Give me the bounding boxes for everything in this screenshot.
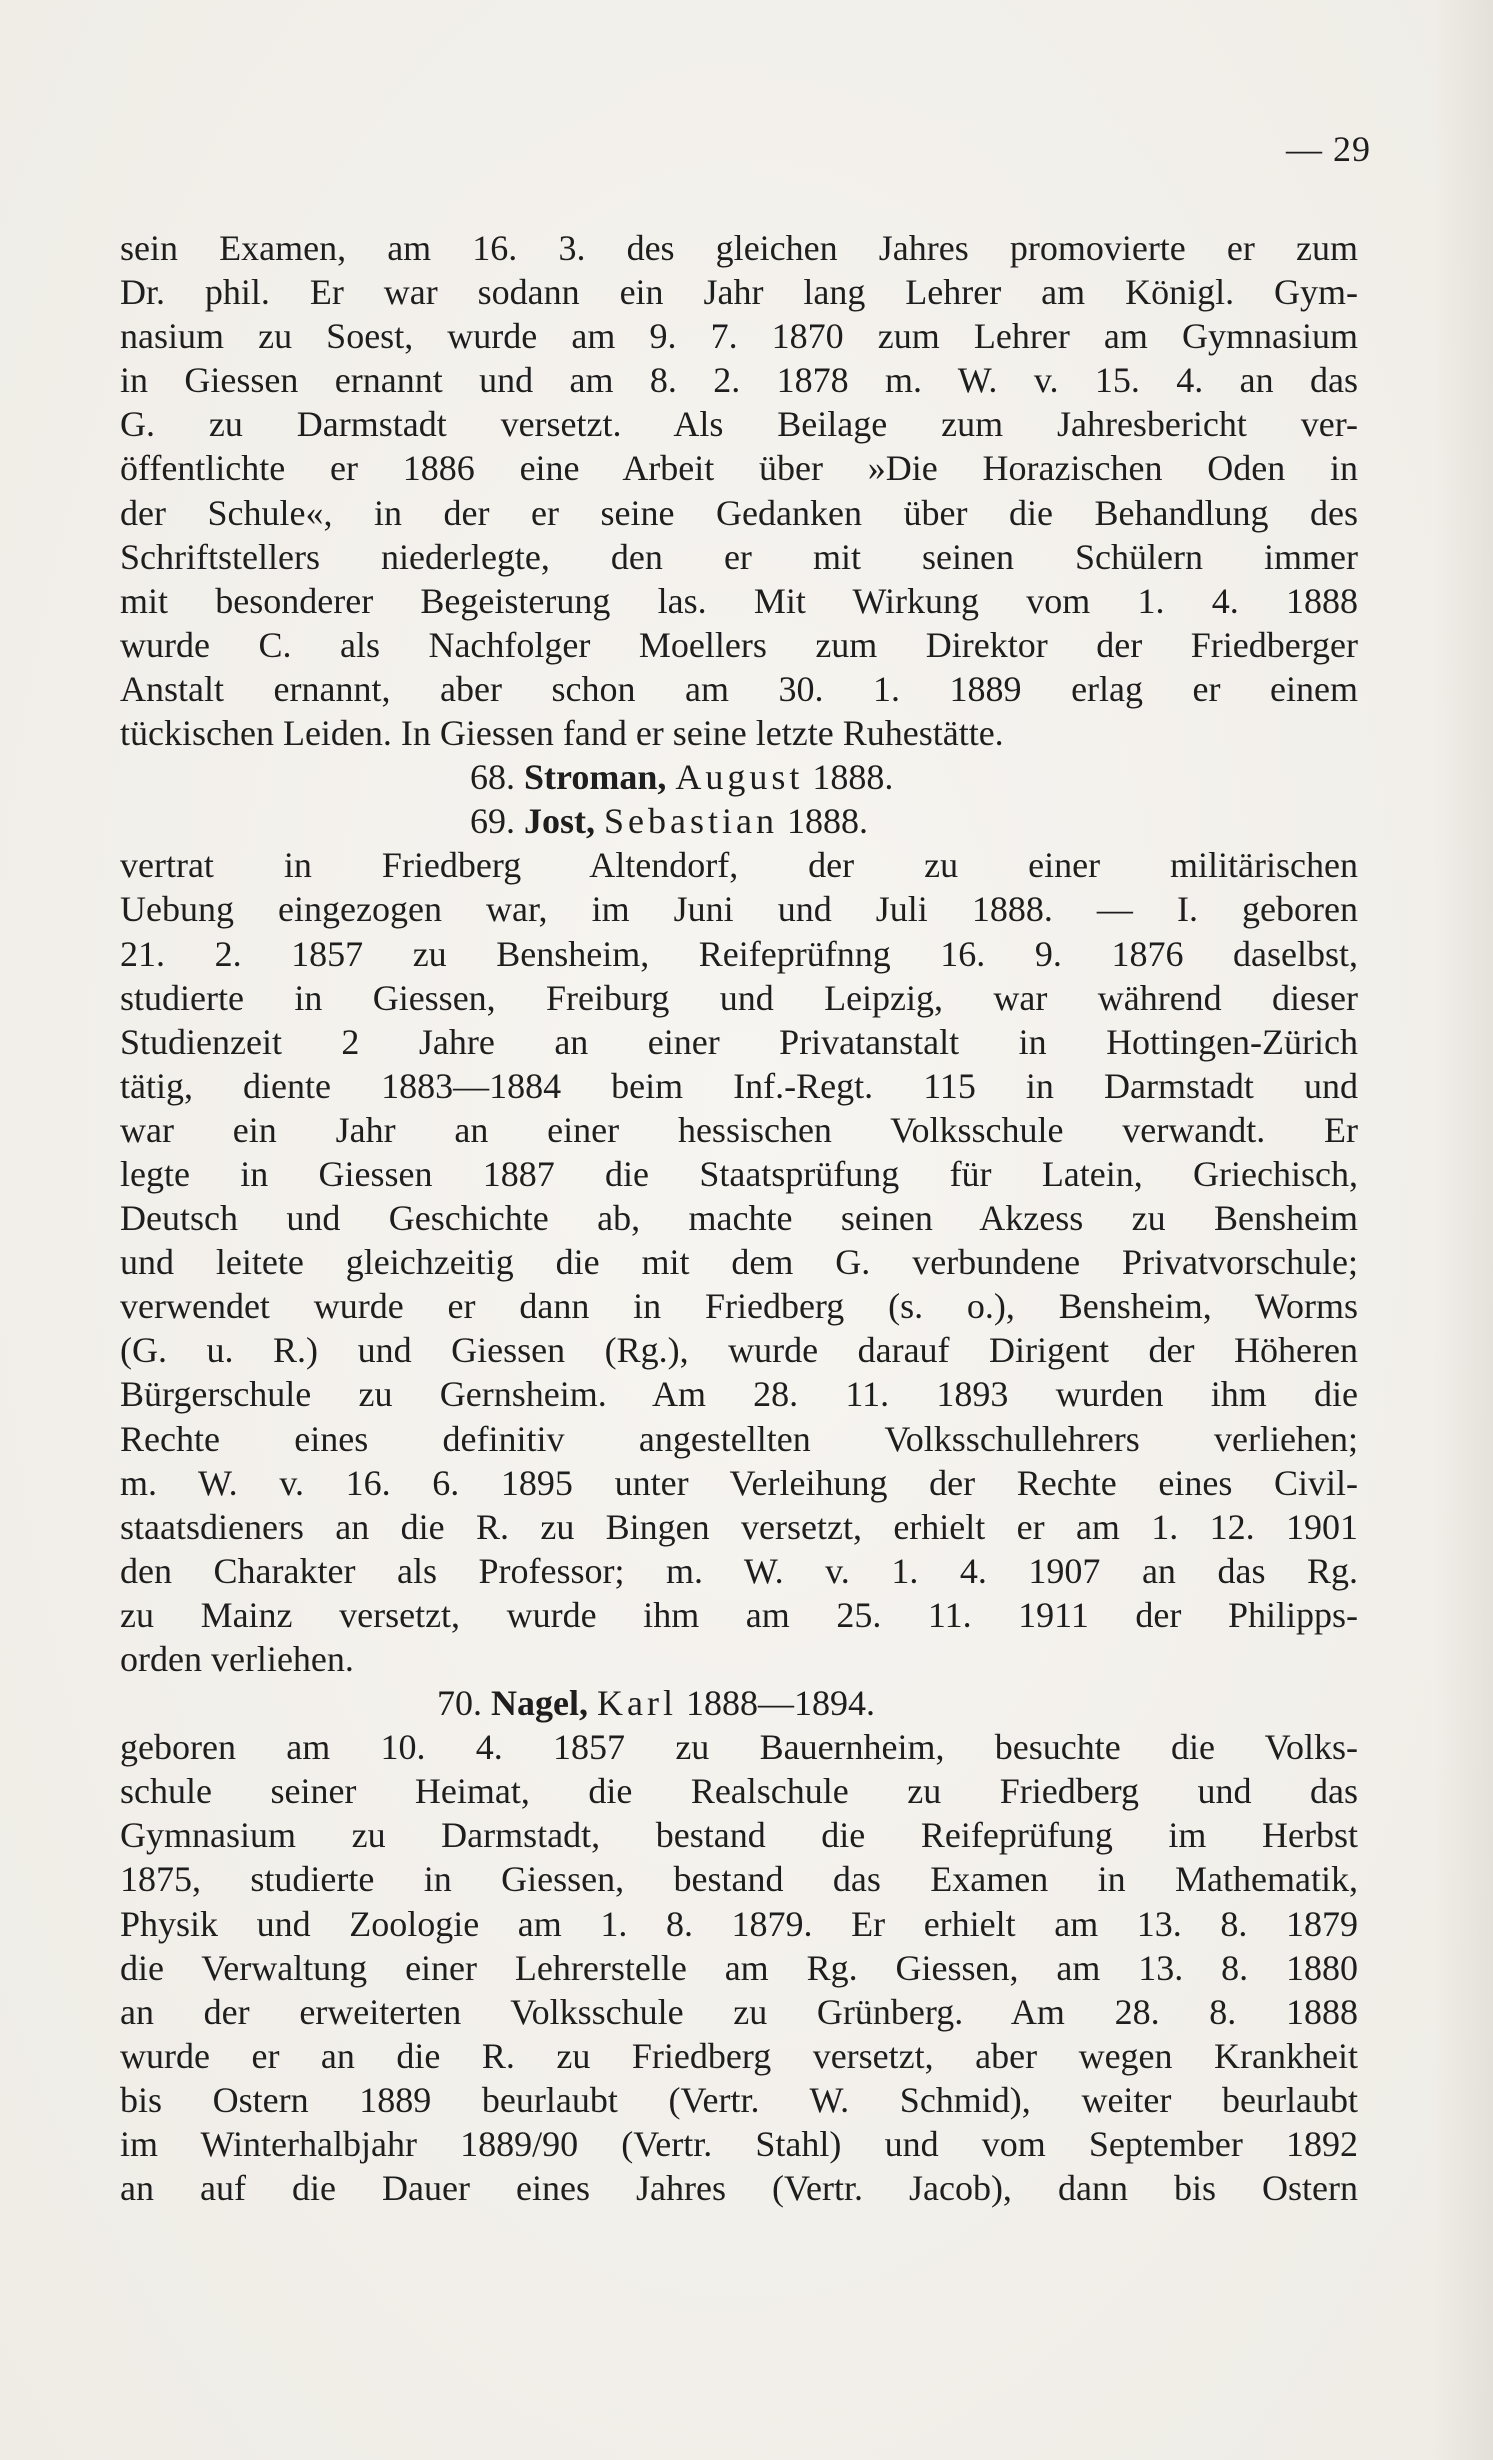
paragraph-entry-67-continuation bbox=[120, 226, 1358, 755]
entry-surname: Nagel, bbox=[491, 1683, 588, 1724]
paragraph-entry-69 bbox=[120, 843, 1358, 1681]
text-line: und leitete gleichzeitig die mit dem G. verbundene Privatvorschule; bbox=[120, 1242, 1358, 1283]
text-line: Deutsch und Geschichte ab, machte seinen Akzess zu Bensheim bbox=[120, 1198, 1358, 1239]
text-line: staatsdieners an die R. zu Bingen versetzt, erhielt er am 1. 12. 1901 bbox=[120, 1506, 1358, 1547]
text-line: tückischen Leiden. In Giessen fand er seine letzte Ruhestätte. bbox=[120, 713, 1004, 754]
text-line: geboren am 10. 4. 1857 zu Bauernheim, besuchte die Volks- bbox=[120, 1727, 1358, 1768]
text-line: legte in Giessen 1887 die Staatsprüfung für Latein, Griechisch, bbox=[120, 1153, 1358, 1194]
text-line: mit besonderer Begeisterung las. Mit Wirkung vom 1. 4. 1888 bbox=[120, 580, 1358, 621]
text-line: zu Mainz versetzt, wurde ihm am 25. 11. 1911 der Philipps- bbox=[120, 1594, 1358, 1635]
text-line: Rechte eines definitiv angestellten Volksschullehrers verliehen; bbox=[120, 1418, 1358, 1459]
entry-heading-68 bbox=[120, 755, 1358, 799]
text-line: nasium zu Soest, wurde am 9. 7. 1870 zum Lehrer am Gymnasium bbox=[120, 316, 1358, 357]
entry-given-name: Karl bbox=[596, 1683, 677, 1724]
entry-years: 1888. bbox=[786, 801, 868, 842]
text-line: Dr. phil. Er war sodann ein Jahr lang Lehrer am Königl. Gym- bbox=[120, 272, 1358, 313]
text-line: 1875, studierte in Giessen, bestand das Examen in Mathematik, bbox=[120, 1859, 1358, 1900]
body-text bbox=[120, 226, 1358, 2210]
page-number: — 29 bbox=[1286, 129, 1371, 169]
text-line: in Giessen ernannt und am 8. 2. 1878 m. W. v. 15. 4. an das bbox=[120, 360, 1358, 401]
text-line: Schriftstellers niederlegte, den er mit seinen Schülern immer bbox=[120, 536, 1358, 577]
text-line: G. zu Darmstadt versetzt. Als Beilage zum Jahresbericht ver- bbox=[120, 404, 1358, 445]
text-line: schule seiner Heimat, die Realschule zu Friedberg und das bbox=[120, 1771, 1358, 1812]
text-line: öffentlichte er 1886 eine Arbeit über »Die Horazischen Oden in bbox=[120, 448, 1358, 489]
text-line: Anstalt ernannt, aber schon am 30. 1. 1889 erlag er einem bbox=[120, 668, 1358, 709]
text-line: verwendet wurde er dann in Friedberg (s. o.), Bensheim, Worms bbox=[120, 1286, 1358, 1327]
text-line: m. W. v. 16. 6. 1895 unter Verleihung der Rechte eines Civil- bbox=[120, 1462, 1358, 1503]
text-line: vertrat in Friedberg Altendorf, der zu einer militärischen bbox=[120, 845, 1358, 886]
text-line: Studienzeit 2 Jahre an einer Privatanstalt in Hottingen-Zürich bbox=[120, 1021, 1358, 1062]
text-line: Physik und Zoologie am 1. 8. 1879. Er erhielt am 13. 8. 1879 bbox=[120, 1903, 1358, 1944]
entry-years: 1888. bbox=[812, 757, 894, 798]
text-line: an auf die Dauer eines Jahres (Vertr. Jacob), dann bis Ostern bbox=[120, 2168, 1358, 2209]
entry-surname: Stroman, bbox=[524, 757, 667, 798]
text-line: tätig, diente 1883—1884 beim Inf.-Regt. 115 in Darmstadt und bbox=[120, 1065, 1358, 1106]
text-line: Uebung eingezogen war, im Juni und Juli 1888. — I. geboren bbox=[120, 889, 1358, 930]
entry-surname: Jost, bbox=[524, 801, 595, 842]
text-line: bis Ostern 1889 beurlaubt (Vertr. W. Schmid), weiter beurlaubt bbox=[120, 2079, 1358, 2120]
entry-number: 70. bbox=[437, 1683, 482, 1724]
text-line: war ein Jahr an einer hessischen Volksschule verwandt. Er bbox=[120, 1109, 1358, 1150]
paragraph-entry-70 bbox=[120, 1725, 1358, 2210]
text-line: sein Examen, am 16. 3. des gleichen Jahres promovierte er zum bbox=[120, 228, 1358, 268]
text-line: 21. 2. 1857 zu Bensheim, Reifeprüfnng 16. 9. 1876 daselbst, bbox=[120, 933, 1358, 974]
text-line: studierte in Giessen, Freiburg und Leipzig, war während dieser bbox=[120, 977, 1358, 1018]
entry-given-name: August bbox=[675, 757, 804, 798]
text-line: den Charakter als Professor; m. W. v. 1. 4. 1907 an das Rg. bbox=[120, 1550, 1358, 1591]
entry-number: 68. bbox=[470, 757, 515, 798]
text-line: Gymnasium zu Darmstadt, bestand die Reifeprüfung im Herbst bbox=[120, 1815, 1358, 1856]
text-line: wurde er an die R. zu Friedberg versetzt, aber wegen Krankheit bbox=[120, 2035, 1358, 2076]
text-line: der Schule«, in der er seine Gedanken über die Behandlung des bbox=[120, 492, 1358, 533]
text-line: an der erweiterten Volksschule zu Grünberg. Am 28. 8. 1888 bbox=[120, 1991, 1358, 2032]
entry-number: 69. bbox=[470, 801, 515, 842]
text-line: (G. u. R.) und Giessen (Rg.), wurde darauf Dirigent der Höheren bbox=[120, 1330, 1358, 1371]
text-line: im Winterhalbjahr 1889/90 (Vertr. Stahl) und vom September 1892 bbox=[120, 2124, 1358, 2165]
entry-heading-70 bbox=[120, 1681, 1358, 1725]
entry-years: 1888—1894. bbox=[685, 1683, 875, 1724]
entry-heading-69 bbox=[120, 799, 1358, 843]
text-line: wurde C. als Nachfolger Moellers zum Direktor der Friedberger bbox=[120, 624, 1358, 665]
text-line: die Verwaltung einer Lehrerstelle am Rg. Giessen, am 13. 8. 1880 bbox=[120, 1947, 1358, 1988]
page-edge-shadow bbox=[1433, 0, 1493, 2460]
text-line: Bürgerschule zu Gernsheim. Am 28. 11. 1893 wurden ihm die bbox=[120, 1374, 1358, 1415]
entry-given-name: Sebastian bbox=[604, 801, 778, 842]
text-line: orden verliehen. bbox=[120, 1639, 354, 1679]
